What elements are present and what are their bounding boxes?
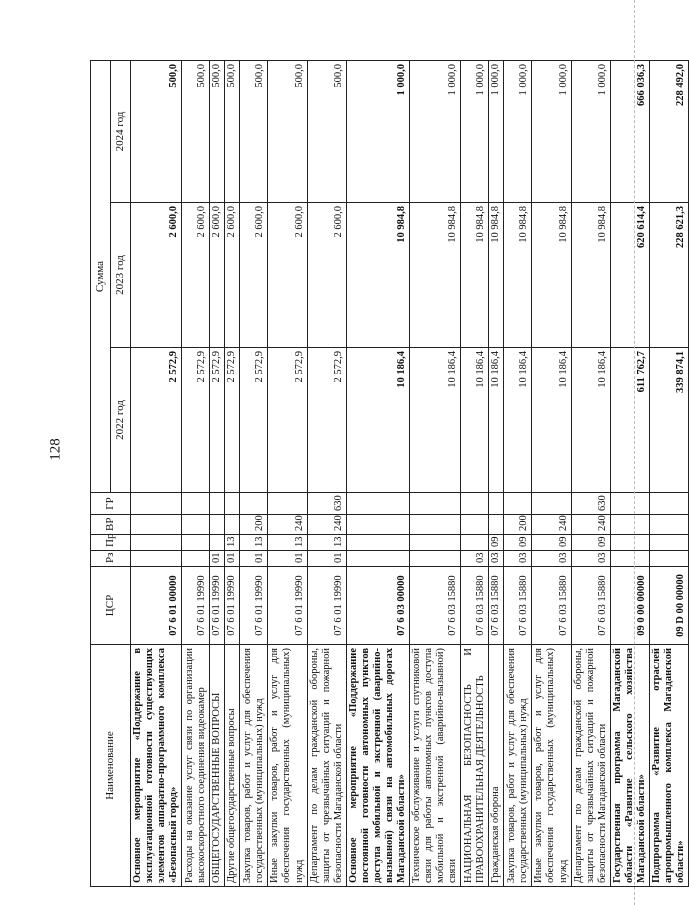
table-body [131, 61, 689, 887]
cell-vr [346, 515, 409, 535]
cell-2023: 2 600,0 [240, 203, 268, 348]
table-row [268, 61, 307, 887]
cell-name: Расходы на оказание услуг связи по организации высокоскоростного соединения видеокамер [182, 645, 210, 887]
cell-rz: 03 [489, 551, 504, 567]
cell-csr: 07 6 03 15880 [489, 567, 504, 645]
table-row [504, 61, 532, 887]
cell-2022: 2 572,9 [307, 348, 346, 493]
cell-2024: 1 000,0 [504, 61, 532, 203]
cell-vr [210, 515, 225, 535]
margin-line [634, 0, 635, 905]
cell-name: Закупка товаров, работ и услуг для обеспечения государственных (муниципальных) нужд [504, 645, 532, 887]
cell-name: Иные закупки товаров, работ и услуг для обеспечения государственных (муниципальных) нужд [268, 645, 307, 887]
table-row [410, 61, 461, 887]
cell-2023: 2 600,0 [307, 203, 346, 348]
table-row [225, 61, 240, 887]
cell-2022: 10 186,4 [532, 348, 571, 493]
cell-rz: 03 [571, 551, 610, 567]
cell-2022: 10 186,4 [489, 348, 504, 493]
cell-2022: 10 186,4 [461, 348, 489, 493]
header-name: Наименование [91, 645, 131, 887]
cell-csr: 07 6 01 19990 [225, 567, 240, 645]
cell-csr: 07 6 03 15880 [571, 567, 610, 645]
cell-pr: 13 [307, 535, 346, 551]
cell-rz: 01 [307, 551, 346, 567]
cell-gr [182, 493, 210, 515]
cell-vr: 240 [571, 515, 610, 535]
table-row [210, 61, 225, 887]
cell-pr [649, 535, 688, 551]
cell-pr: 09 [571, 535, 610, 551]
table-row [489, 61, 504, 887]
cell-name: НАЦИОНАЛЬНАЯ БЕЗОПАСНОСТЬ И ПРАВООХРАНИТЕЛЬНАЯ ДЕЯТЕЛЬНОСТЬ [461, 645, 489, 887]
cell-csr: 07 6 03 00000 [346, 567, 409, 645]
cell-name: Другие общегосударственные вопросы [225, 645, 240, 887]
cell-rz: 01 [225, 551, 240, 567]
cell-vr [131, 515, 182, 535]
rotated-table-wrapper [90, 61, 687, 887]
header-year-2022: 2022 год [111, 348, 131, 493]
cell-2023: 10 984,8 [410, 203, 461, 348]
cell-pr: 13 [240, 535, 268, 551]
cell-csr: 07 6 03 15880 [504, 567, 532, 645]
cell-csr: 07 6 01 19990 [268, 567, 307, 645]
cell-2023: 2 600,0 [182, 203, 210, 348]
cell-gr [532, 493, 571, 515]
cell-pr: 13 [225, 535, 240, 551]
table-row [346, 61, 409, 887]
cell-pr [410, 535, 461, 551]
cell-rz: 01 [210, 551, 225, 567]
cell-gr [131, 493, 182, 515]
cell-2024: 666 036,3 [610, 61, 649, 203]
cell-rz [131, 551, 182, 567]
cell-pr [461, 535, 489, 551]
cell-pr [210, 535, 225, 551]
cell-2023: 10 984,8 [571, 203, 610, 348]
cell-2024: 500,0 [131, 61, 182, 203]
cell-vr: 240 [307, 515, 346, 535]
cell-vr [489, 515, 504, 535]
cell-pr: 09 [504, 535, 532, 551]
header-rz: Рз [91, 551, 131, 567]
cell-2022: 611 762,7 [610, 348, 649, 493]
cell-2023: 2 600,0 [210, 203, 225, 348]
cell-name: ОБЩЕГОСУДАРСТВЕННЫЕ ВОПРОСЫ [210, 645, 225, 887]
cell-2024: 1 000,0 [571, 61, 610, 203]
cell-2023: 2 600,0 [225, 203, 240, 348]
cell-csr: 07 6 01 19990 [210, 567, 225, 645]
cell-2024: 1 000,0 [346, 61, 409, 203]
page-number: 128 [47, 438, 64, 461]
header-year-2024: 2024 год [111, 61, 131, 203]
cell-gr [649, 493, 688, 515]
budget-table [90, 60, 689, 887]
cell-gr [346, 493, 409, 515]
cell-vr: 240 [532, 515, 571, 535]
cell-gr [610, 493, 649, 515]
header-csr: ЦСР [91, 567, 131, 645]
cell-name: Иные закупки товаров, работ и услуг для обеспечения государственных (муниципальных) нужд [532, 645, 571, 887]
table-row [131, 61, 182, 887]
cell-2022: 2 572,9 [268, 348, 307, 493]
cell-vr: 200 [504, 515, 532, 535]
cell-gr [225, 493, 240, 515]
cell-rz: 01 [268, 551, 307, 567]
cell-rz [182, 551, 210, 567]
cell-rz: 03 [532, 551, 571, 567]
cell-gr [240, 493, 268, 515]
cell-rz: 03 [461, 551, 489, 567]
table-row [649, 61, 688, 887]
cell-vr [225, 515, 240, 535]
cell-vr [649, 515, 688, 535]
cell-2024: 228 492,0 [649, 61, 688, 203]
cell-2023: 228 621,3 [649, 203, 688, 348]
table-row [182, 61, 210, 887]
cell-gr [489, 493, 504, 515]
cell-csr: 07 6 01 00000 [131, 567, 182, 645]
header-sum: Сумма [91, 61, 111, 493]
cell-2022: 10 186,4 [346, 348, 409, 493]
cell-2024: 500,0 [240, 61, 268, 203]
cell-gr [210, 493, 225, 515]
cell-rz: 01 [240, 551, 268, 567]
cell-csr: 07 6 03 15880 [532, 567, 571, 645]
cell-name: Основное мероприятие «Поддержание в эксплуатационной готовности существующих элементов аппаратно-программного комплекса «Безопасный город» [131, 645, 182, 887]
cell-csr: 09 0 00 00000 [610, 567, 649, 645]
cell-2022: 339 874,1 [649, 348, 688, 493]
header-gr: ГР [91, 493, 131, 515]
cell-name: Закупка товаров, работ и услуг для обеспечения государственных (муниципальных) нужд [240, 645, 268, 887]
table-row [307, 61, 346, 887]
table-row [461, 61, 489, 887]
cell-gr [504, 493, 532, 515]
cell-2024: 1 000,0 [532, 61, 571, 203]
cell-2023: 2 600,0 [131, 203, 182, 348]
cell-2022: 2 572,9 [210, 348, 225, 493]
cell-vr: 200 [240, 515, 268, 535]
cell-vr [410, 515, 461, 535]
cell-csr: 07 6 01 19990 [182, 567, 210, 645]
cell-vr: 240 [268, 515, 307, 535]
cell-csr: 07 6 01 19990 [307, 567, 346, 645]
cell-2024: 1 000,0 [410, 61, 461, 203]
header-vr: ВР [91, 515, 131, 535]
cell-rz [649, 551, 688, 567]
cell-pr [610, 535, 649, 551]
cell-pr: 09 [532, 535, 571, 551]
cell-vr [610, 515, 649, 535]
cell-csr: 07 6 03 15880 [461, 567, 489, 645]
cell-name: Подпрограмма «Развитие отраслей агропромышленного комплекса Магаданской области» [649, 645, 688, 887]
cell-2023: 10 984,8 [461, 203, 489, 348]
cell-2024: 500,0 [210, 61, 225, 203]
table-row [240, 61, 268, 887]
cell-2023: 10 984,8 [346, 203, 409, 348]
cell-csr: 07 6 01 19990 [240, 567, 268, 645]
cell-csr: 09 D 00 00000 [649, 567, 688, 645]
cell-2023: 2 600,0 [268, 203, 307, 348]
cell-csr: 07 6 03 15880 [410, 567, 461, 645]
cell-2022: 2 572,9 [131, 348, 182, 493]
cell-2024: 500,0 [182, 61, 210, 203]
cell-2022: 10 186,4 [504, 348, 532, 493]
cell-vr [182, 515, 210, 535]
cell-pr [346, 535, 409, 551]
cell-2022: 10 186,4 [571, 348, 610, 493]
cell-rz [410, 551, 461, 567]
cell-name: Департамент по делам гражданской обороны, защиты от чрезвычайных ситуаций и пожарной безопасности Магаданской области [307, 645, 346, 887]
header-pr: Пр [91, 535, 131, 551]
cell-rz [610, 551, 649, 567]
cell-2022: 10 186,4 [410, 348, 461, 493]
cell-name: Основное мероприятие «Поддержание постоянной готовности автономных пунктов доступа мобильной и экстренной (аварийно-вызывной) связи на автомобильных дорогах Магаданской области» [346, 645, 409, 887]
cell-gr: 630 [571, 493, 610, 515]
cell-name: Государственная программа Магаданской области «Развитие сельского хозяйства Магаданской области» [610, 645, 649, 887]
cell-2024: 500,0 [225, 61, 240, 203]
cell-pr [131, 535, 182, 551]
cell-name: Департамент по делам гражданской обороны, защиты от чрезвычайных ситуаций и пожарной безопасности Магаданской области [571, 645, 610, 887]
cell-vr [461, 515, 489, 535]
cell-gr [268, 493, 307, 515]
cell-2023: 10 984,8 [489, 203, 504, 348]
cell-pr: 13 [268, 535, 307, 551]
cell-2022: 2 572,9 [225, 348, 240, 493]
cell-2024: 500,0 [307, 61, 346, 203]
cell-2024: 1 000,0 [489, 61, 504, 203]
cell-gr [461, 493, 489, 515]
cell-2023: 10 984,8 [504, 203, 532, 348]
cell-2023: 620 614,4 [610, 203, 649, 348]
table-row [532, 61, 571, 887]
table-head [91, 61, 131, 887]
cell-gr [410, 493, 461, 515]
cell-2022: 2 572,9 [240, 348, 268, 493]
cell-name: Техническое обслуживание и услуги спутниковой связи для работы автономных пунктов доступа мобильной и экстренной (аварийно-вызывной) связи [410, 645, 461, 887]
cell-rz [346, 551, 409, 567]
cell-rz: 03 [504, 551, 532, 567]
cell-name: Гражданская оборона [489, 645, 504, 887]
cell-gr: 630 [307, 493, 346, 515]
cell-pr [182, 535, 210, 551]
table-row [610, 61, 649, 887]
cell-pr: 09 [489, 535, 504, 551]
cell-2022: 2 572,9 [182, 348, 210, 493]
cell-2023: 10 984,8 [532, 203, 571, 348]
table-row [571, 61, 610, 887]
cell-2024: 1 000,0 [461, 61, 489, 203]
cell-2024: 500,0 [268, 61, 307, 203]
header-year-2023: 2023 год [111, 203, 131, 348]
